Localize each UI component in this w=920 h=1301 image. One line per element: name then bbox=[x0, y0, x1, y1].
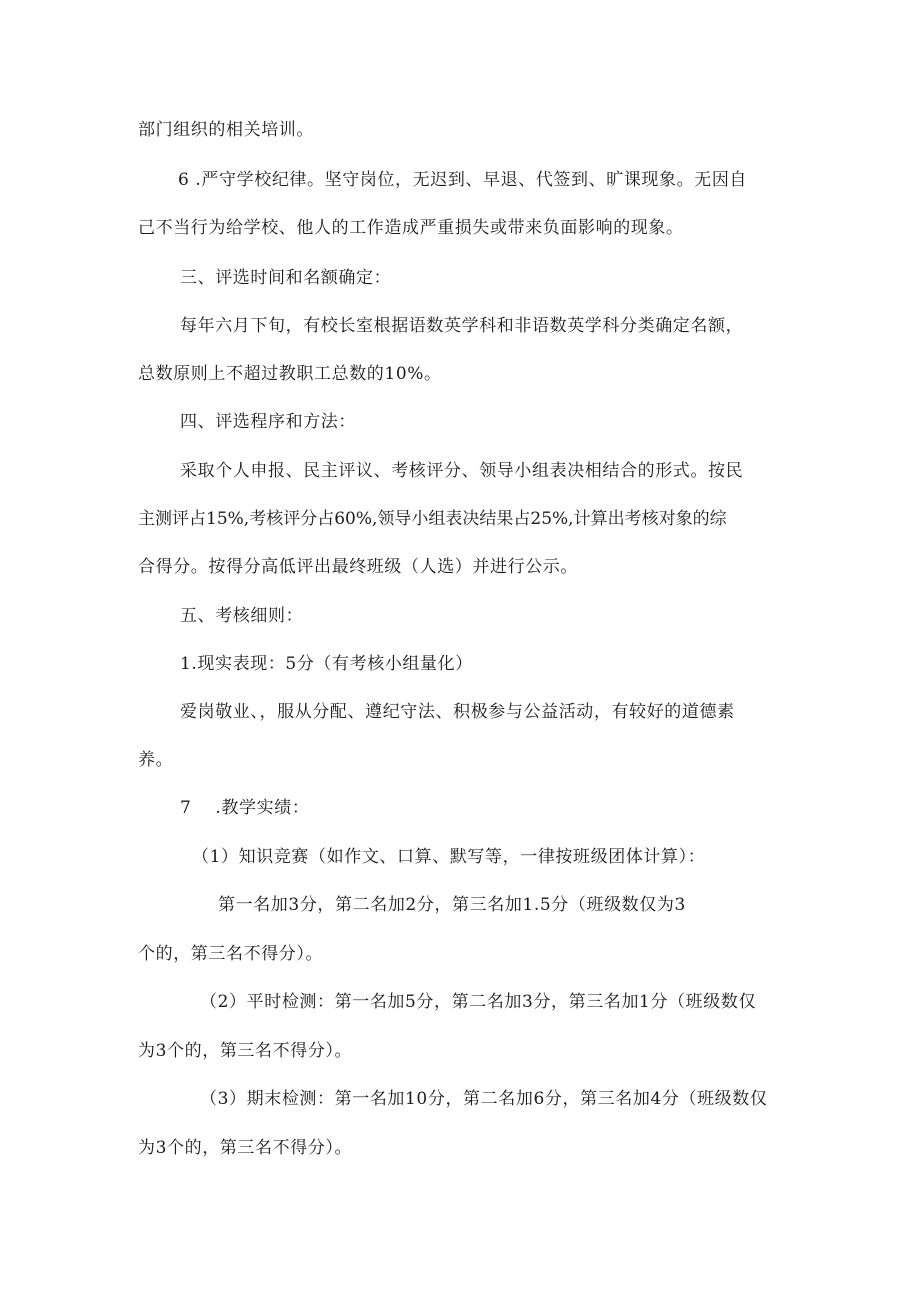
text-line: 6 .严守学校纪律。坚守岗位，无迟到、早退、代签到、旷课现象。无因自 bbox=[178, 170, 748, 190]
text-line: 1.现实表现：5分（有考核小组量化） bbox=[180, 654, 473, 674]
section-heading: 四、评选程序和方法： bbox=[180, 412, 356, 432]
text-line: 为3个的，第三名不得分）。 bbox=[138, 1041, 353, 1061]
text-line: （3）期末检测：第一名加10分，第二名加6分，第三名加4分（班级数仅 bbox=[200, 1089, 768, 1109]
text-line: 每年六月下旬，有校长室根据语数英学科和非语数英学科分类确定名额， bbox=[180, 316, 744, 336]
text-line: 部门组织的相关培训。 bbox=[138, 120, 314, 140]
text-line: 爱岗敬业、，服从分配、遵纪守法、积极参与公益活动，有较好的道德素 bbox=[180, 702, 735, 722]
text-line: 主测评占15%,考核评分占60%,领导小组表决结果占25%,计算出考核对象的综 bbox=[138, 509, 727, 529]
text-line: 个的，第三名不得分）。 bbox=[138, 944, 324, 964]
text-line: 为3个的，第三名不得分）。 bbox=[138, 1138, 353, 1158]
text-line: 7 .教学实绩： bbox=[180, 798, 310, 818]
text-line: 养。 bbox=[138, 750, 174, 770]
text-line: 合得分。按得分高低评出最终班级（人选）并进行公示。 bbox=[138, 557, 578, 577]
section-heading: 五、考核细则： bbox=[180, 606, 304, 626]
text-line: （2）平时检测：第一名加5分，第二名加3分，第三名加1分（班级数仅 bbox=[200, 992, 757, 1012]
text-line: 采取个人申报、民主评议、考核评分、领导小组表决相结合的形式。按民 bbox=[180, 461, 744, 481]
text-line: 己不当行为给学校、他人的工作造成严重损失或带来负面影响的现象。 bbox=[138, 218, 684, 238]
text-line: 第一名加3分，第二名加2分，第三名加1.5分（班级数仅为3 bbox=[218, 895, 686, 915]
section-heading: 三、评选时间和名额确定： bbox=[180, 268, 392, 288]
text-line: 总数原则上不超过教职工总数的10%。 bbox=[138, 364, 442, 384]
text-line: （1）知识竞赛（如作文、口算、默写等，一律按班级团体计算）： bbox=[192, 847, 706, 867]
